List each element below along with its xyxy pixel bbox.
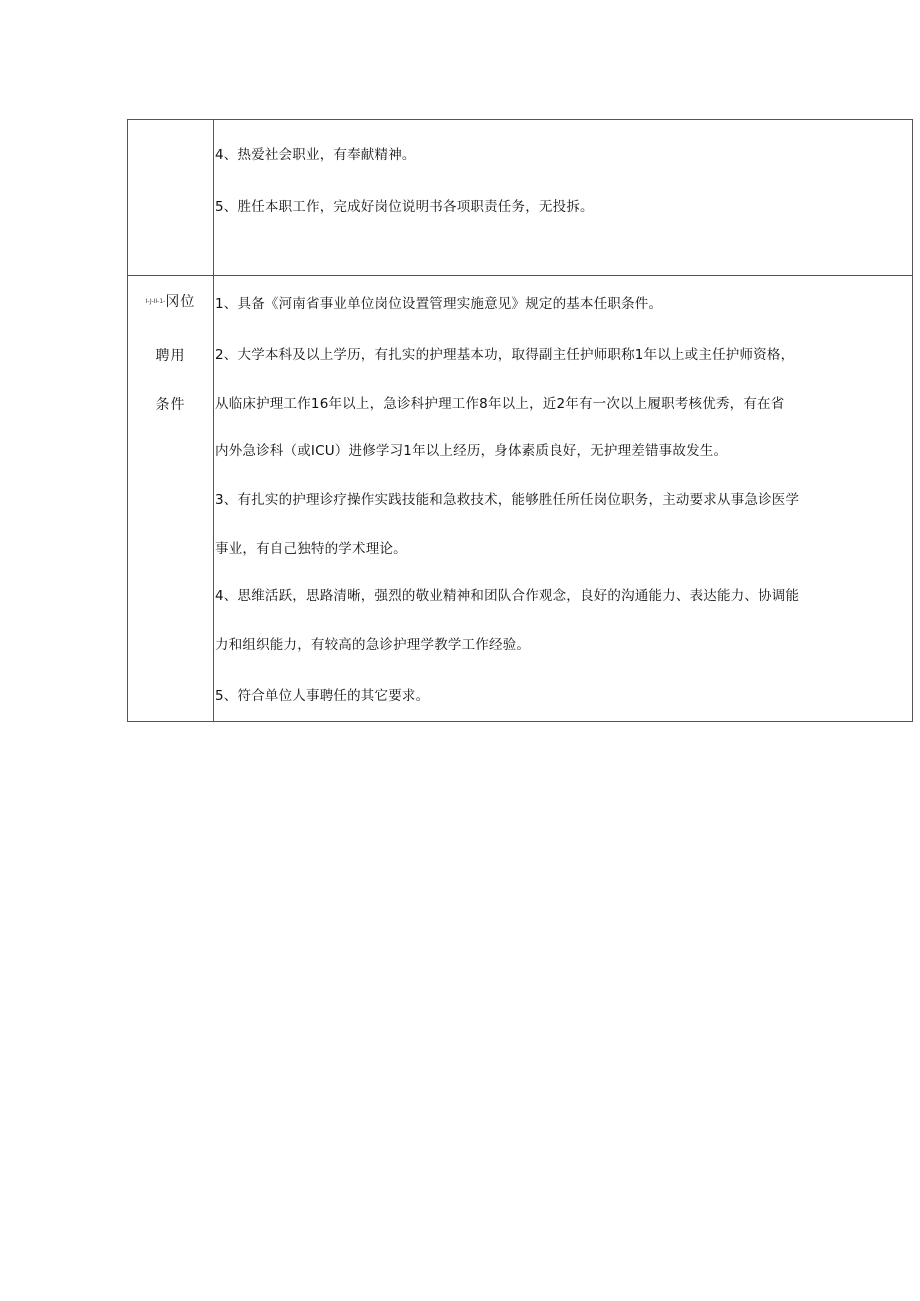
row-content-cell [214,276,912,721]
row-label-prefix: I-J-II-1- [145,298,166,305]
requirement-line: 4、思维活跃，思路清晰，强烈的敬业精神和团队合作观念，良好的沟通能力、表达能力、协调能 [215,588,800,604]
table-row-duties-continued [128,120,912,276]
requirement-line: 3、有扎实的护理诊疗操作实践技能和急救技术，能够胜任所任岗位职务，主动要求从事急诊医学 [215,492,800,508]
row-label-cell [128,120,213,275]
row-label-cell [128,276,213,721]
job-requirements-table [127,119,913,722]
row-label-text: 冈位 [165,294,196,310]
requirement-line: 5、胜任本职工作，完成好岗位说明书各项职责任务，无投拆。 [215,199,594,215]
requirement-line: 内外急诊科（或ICU）进修学习1年以上经历，身体素质良好，无护理差错事故发生。 [215,443,728,459]
row-label-line: 条件 [155,397,186,413]
requirement-line: 事业，有自己独特的学术理论。 [215,541,407,557]
requirement-line: 从临床护理工作16年以上，急诊科护理工作8年以上，近2年有一次以上履职考核优秀，有在省 [215,396,785,412]
requirement-line: 1、具备《河南省事业单位岗位设置管理实施意见》规定的基本任职条件。 [215,296,663,312]
table-row-employment-conditions [128,276,912,721]
requirement-line: 5、符合单位人事聘任的其它要求。 [215,688,430,704]
requirement-line: 2、大学本科及以上学历，有扎实的护理基本功，取得副主任护师职称1年以上或主任护师资格， [215,347,795,363]
row-content-cell [214,120,912,275]
requirement-line: 力和组织能力，有较高的急诊护理学教学工作经验。 [215,637,531,653]
row-label-line [128,293,213,311]
requirement-line: 4、热爱社会职业，有奉献精神。 [215,147,416,163]
row-label-line: 聘用 [155,348,186,364]
